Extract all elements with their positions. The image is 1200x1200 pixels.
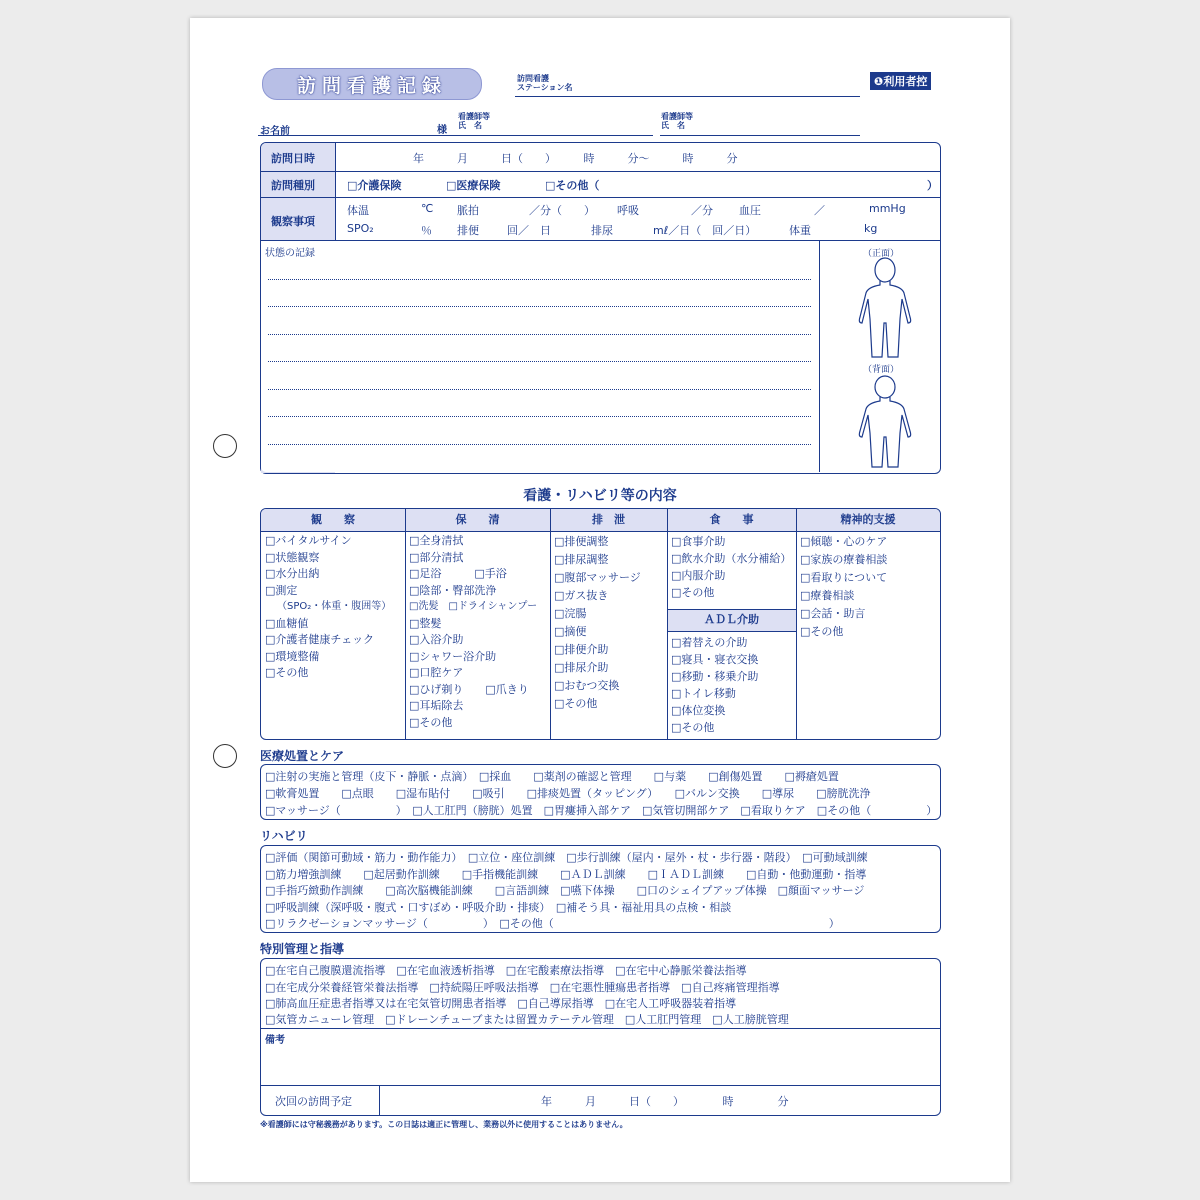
list-item[interactable]: □看取りについて <box>800 571 888 584</box>
list-item[interactable]: □環境整備 <box>265 649 320 663</box>
body-front-diagram <box>854 257 916 361</box>
list-item[interactable]: □陰部・臀部洗浄 <box>409 583 497 597</box>
remarks-label: 備考 <box>265 1035 285 1046</box>
list-item[interactable]: □着替えの介助 <box>671 636 748 649</box>
medical-care-box <box>260 764 941 820</box>
list-item[interactable]: □療養相談 <box>800 589 855 602</box>
nurse-underline <box>660 135 860 136</box>
list-item[interactable]: □耳垢除去 <box>409 699 464 712</box>
medical-row-3[interactable]: □マッサージ（ ） □人工肛門（膀胱）処置 □胃瘻挿入部ケア □気管切開部ケア □看取りケア □その他（ ） <box>265 804 938 817</box>
list-item[interactable]: □摘便 <box>554 625 587 638</box>
list-item[interactable]: □腹部マッサージ <box>554 571 641 584</box>
visit-datetime-field[interactable]: 年 月 日（ ） 時 分～ 時 分 <box>413 152 738 165</box>
sama-label: 様 <box>437 125 447 136</box>
care-heading: 看護・リハビリ等の内容 <box>523 488 677 504</box>
bp-slash: ／ <box>814 204 825 217</box>
stool-unit: 回／ 日 <box>507 224 551 237</box>
list-item[interactable]: □浣腸 <box>554 607 587 620</box>
list-item[interactable]: □傾聴・心のケア <box>800 535 888 548</box>
adl-list <box>671 634 758 736</box>
pulse-unit: ／分（ ） <box>529 204 595 217</box>
list-item[interactable]: □ガス抜き <box>554 589 609 602</box>
type-other[interactable]: □その他（ <box>545 179 600 192</box>
col-excretion-head: 排 泄 <box>592 513 625 526</box>
binder-hole-bottom <box>213 744 237 768</box>
col-mental-head: 精神的支援 <box>840 513 896 526</box>
list-item[interactable]: □トイレ移動 <box>671 687 736 700</box>
urine-label: 排尿 <box>591 224 613 237</box>
rehab-row-4[interactable]: □呼吸訓練（深呼吸・腹式・口すぼめ・呼吸介助・排痰） □補そう具・福祉用具の点検・相談 <box>265 901 732 914</box>
special-label: 特別管理と指導 <box>260 942 345 956</box>
list-item[interactable]: □その他 <box>671 721 715 734</box>
list-item[interactable]: □その他 <box>409 715 453 729</box>
list-item[interactable]: □測定 <box>265 583 298 597</box>
rehab-row-5[interactable]: □リラクゼーションマッサージ（ ） □その他（ ） <box>265 917 840 930</box>
list-item[interactable]: □排便介助 <box>554 643 609 656</box>
resp-label: 呼吸 <box>617 204 639 217</box>
type-close: ） <box>927 179 938 192</box>
spo2-unit: ％ <box>421 224 432 237</box>
bp-label: 血圧 <box>739 204 761 217</box>
medical-row-1[interactable]: □注射の実施と管理（皮下・静脈・点滴） □採血 □薬剤の確認と管理 □与薬 □創傷処置 □褥瘡処置 <box>265 770 839 783</box>
list-item[interactable]: □体位変換 <box>671 704 726 717</box>
next-visit-field[interactable]: 年 月 日（ ） 時 分 <box>541 1095 789 1108</box>
care-table <box>260 508 941 740</box>
name-label: お名前 <box>260 126 290 137</box>
visit-datetime-label: 訪問日時 <box>271 152 315 165</box>
special-row-1[interactable]: □在宅自己腹膜還流指導 □在宅血液透析指導 □在宅酸素療法指導 □在宅中心静脈栄養法指導 <box>265 964 747 977</box>
list-item[interactable]: □状態観察 <box>265 550 320 564</box>
list-item[interactable]: □整髪 <box>409 616 442 630</box>
urine-unit: mℓ／日（ 回／日） <box>653 224 757 237</box>
station-label: 訪問看護 ステーション名 <box>517 74 573 92</box>
medical-row-2[interactable]: □軟膏処置 □点眼 □湿布貼付 □吸引 □排痰処置（タッピング） □バルン交換 □導尿 □膀胱洗浄 <box>265 787 871 800</box>
list-item[interactable]: □介護者健康チェック <box>265 633 375 646</box>
observation-label: 観察事項 <box>271 215 315 228</box>
rehab-box <box>260 845 941 933</box>
weight-unit: kg <box>864 222 878 235</box>
binder-hole-top <box>213 434 237 458</box>
nurse-label-2: 看護師等 氏 名 <box>661 112 693 130</box>
weight-label: 体重 <box>789 224 811 237</box>
type-medical-insurance[interactable]: □医療保険 <box>446 179 501 192</box>
resp-unit: ／分 <box>691 204 713 217</box>
special-row-3[interactable]: □肺高血圧症患者指導又は在宅気管切開患者指導 □自己導尿指導 □在宅人工呼吸器装着指導 <box>265 997 737 1010</box>
type-care-insurance[interactable]: □介護保険 <box>347 179 402 192</box>
list-item[interactable]: □口腔ケア <box>409 666 464 679</box>
list-item[interactable]: □洗髪 □ドライシャンプー <box>409 601 538 612</box>
visit-type-label: 訪問種別 <box>271 179 315 192</box>
special-row-2[interactable]: □在宅成分栄養経管栄養法指導 □持続陽圧呼吸法指導 □在宅悪性腫瘍患者指導 □自己疼痛管理指導 <box>265 981 780 994</box>
list-item[interactable]: □飲水介助（水分補給） <box>671 552 792 565</box>
list-item[interactable]: □その他 <box>671 586 715 599</box>
list-item[interactable]: □全身清拭 <box>409 534 464 547</box>
list-item[interactable]: □その他 <box>800 625 844 638</box>
list-item[interactable]: □排尿介助 <box>554 661 609 674</box>
spo2-label: SPO₂ <box>347 222 374 235</box>
list-item[interactable]: □その他 <box>554 697 598 710</box>
list-item[interactable]: □移動・移乗介助 <box>671 670 759 683</box>
list-item[interactable]: □血糖値 <box>265 616 309 630</box>
list-item: （SPO₂・体重・腹囲等） <box>277 601 392 612</box>
list-item[interactable]: □排尿調整 <box>554 553 609 566</box>
temp-unit: ℃ <box>421 202 434 215</box>
list-item[interactable]: □バイタルサイン <box>265 534 352 547</box>
visit-box <box>260 142 941 474</box>
medical-care-label: 医療処置とケア <box>260 749 345 763</box>
copy-badge: ❶利用者控 <box>870 72 931 90</box>
confidentiality-note: ※看護師には守秘義務があります。この日誌は適正に管理し、業務以外に使用することはありません。 <box>260 1120 628 1129</box>
list-item[interactable]: □シャワー浴介助 <box>409 649 497 663</box>
special-row-4[interactable]: □気管カニューレ管理 □ドレーンチューブまたは留置カテーテル管理 □人工肛門管理 □人工膀胱管理 <box>265 1013 789 1026</box>
station-underline <box>515 96 860 97</box>
observation-list <box>265 533 391 682</box>
list-item[interactable]: □入浴介助 <box>409 633 464 646</box>
next-visit-label: 次回の訪問予定 <box>275 1095 352 1108</box>
col-hygiene-head: 保 清 <box>455 513 500 526</box>
list-item[interactable]: □足浴 □手浴 <box>409 567 507 580</box>
form-sheet <box>190 18 1010 1182</box>
special-box <box>260 958 941 1116</box>
rehab-row-3[interactable]: □手指巧緻動作訓練 □高次脳機能訓練 □言語訓練 □嚥下体操 □口のシェイプアップ体操 □顔面マッサージ <box>265 884 865 897</box>
nurse-label-1: 看護師等 氏 名 <box>458 112 490 130</box>
adl-head: ＡＤＬ介助 <box>704 613 759 626</box>
stool-label: 排便 <box>457 224 479 237</box>
body-back-diagram <box>854 375 916 471</box>
excretion-list <box>554 533 641 713</box>
back-label: （背面） <box>863 365 900 375</box>
list-item[interactable]: □部分清拭 <box>409 550 464 564</box>
status-record-label: 状態の記録 <box>265 248 315 259</box>
list-item[interactable]: □おむつ交換 <box>554 679 620 692</box>
list-item[interactable]: □排便調整 <box>554 535 609 548</box>
col-meal-head: 食 事 <box>709 513 754 526</box>
temp-label: 体温 <box>347 204 369 217</box>
list-item[interactable]: □寝具・寝衣交換 <box>671 653 759 666</box>
meal-list <box>671 533 791 601</box>
list-item[interactable]: □ひげ剃り □爪きり <box>409 682 529 696</box>
bp-unit: mmHg <box>869 202 906 215</box>
list-item[interactable]: □会話・助言 <box>800 607 866 620</box>
list-item[interactable]: □その他 <box>265 666 309 679</box>
list-item[interactable]: □内服介助 <box>671 569 726 582</box>
list-item[interactable]: □食事介助 <box>671 535 726 548</box>
form-title: 訪問看護記録 <box>262 68 482 100</box>
col-observation-head: 観 察 <box>311 513 355 526</box>
list-item[interactable]: □家族の療養相談 <box>800 553 888 566</box>
mental-support-list <box>800 533 887 641</box>
rehab-label: リハビリ <box>260 829 308 843</box>
front-label: （正面） <box>863 249 900 259</box>
pulse-label: 脈拍 <box>457 204 479 217</box>
list-item[interactable]: □水分出納 <box>265 567 320 580</box>
hygiene-list <box>409 533 537 731</box>
name-underline <box>258 135 653 136</box>
rehab-row-1[interactable]: □評価（関節可動域・筋力・動作能力） □立位・座位訓練 □歩行訓練（屋内・屋外・杖・歩行器・階段） □可動域訓練 <box>265 851 868 864</box>
rehab-row-2[interactable]: □筋力増強訓練 □起居動作訓練 □手指機能訓練 □ＡＤＬ訓練 □ＩＡＤＬ訓練 □自動・他動運動・指導 <box>265 868 867 881</box>
